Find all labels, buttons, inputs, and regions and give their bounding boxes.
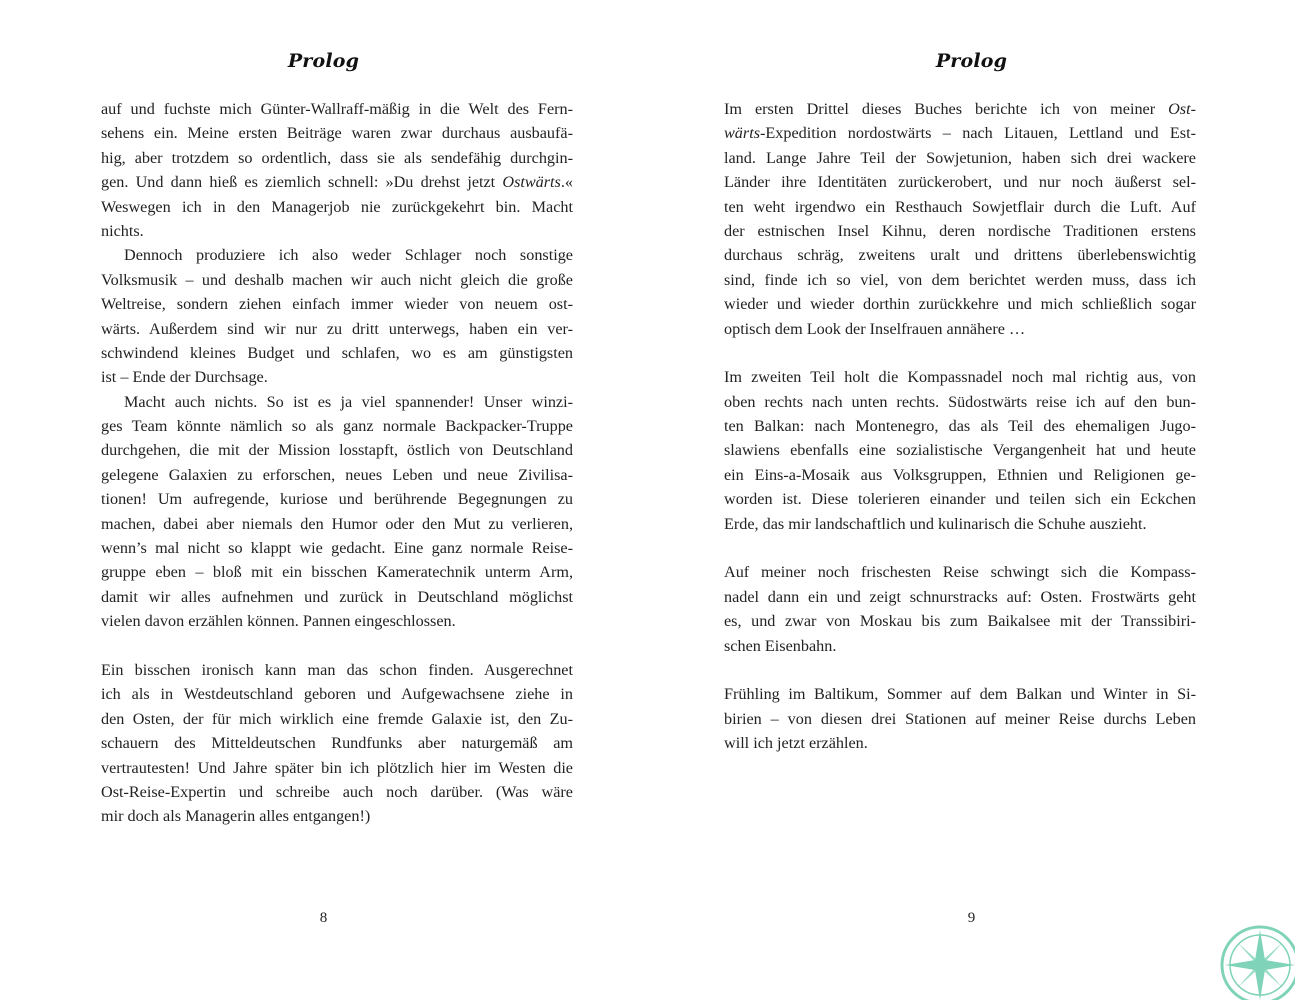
text-segment: -Expedition nordostwärts – nach Litauen, Lettland und Est- — [760, 124, 1196, 143]
text-line: ich als in Westdeutschland geboren und Aufgewachsene ziehe in — [101, 685, 573, 704]
text-line: Dennoch produziere ich also weder Schlager noch sonstige — [124, 246, 573, 265]
text-line: Volksmusik – und deshalb machen wir auch nicht gleich die große — [101, 270, 573, 289]
italic-show-title: Ostwärts — [502, 173, 561, 192]
text-line: machen, dabei aber niemals den Humor oder den Mut zu verlieren, — [101, 514, 573, 533]
text-line: tionen! Um aufregende, kuriose und berührende Begegnungen zu — [101, 490, 573, 509]
text-line: schwindend kleines Budget und schlafen, wo es am günstigsten — [101, 343, 573, 362]
text-line: Erde, das mir landschaftlich und kulinarisch die Schuhe auszieht. — [724, 514, 1147, 533]
text-line: Auf meiner noch frischesten Reise schwingt sich die Kompass- — [724, 563, 1196, 582]
text-line: es, und zwar von Moskau bis zum Baikalsee mit der Transsibiri- — [724, 612, 1196, 631]
text-line: Weltreise, sondern ziehen einfach immer wieder von neuem ost- — [101, 295, 573, 314]
italic-ost: Ost- — [1168, 100, 1196, 118]
text-line: ges Team könnte nämlich so als ganz normale Backpacker-Truppe — [101, 417, 573, 436]
text-line: den Osten, der für mich wirklich eine fremde Galaxie ist, den Zu- — [101, 709, 573, 728]
text-line: wärts. Außerdem sind wir nur zu dritt unterwegs, haben ein ver- — [101, 319, 573, 338]
italic-waerts: wärts — [724, 124, 760, 143]
text-line: durchgehen, die mit der Mission losstapft, östlich von Deutschland — [101, 441, 573, 460]
text-line: Länder ihre Identitäten zurückerobert, und nur noch äußerst sel- — [724, 173, 1196, 192]
paragraph-gap — [101, 634, 573, 658]
text-line: schauern des Mitteldeutschen Rundfunks aber naturgemäß am — [101, 734, 573, 753]
compass-rose-icon — [1215, 920, 1295, 1000]
text-line-with-italic — [101, 170, 573, 194]
text-line-with-italic — [724, 97, 1196, 121]
text-line: nichts. — [101, 221, 144, 240]
text-line: schen Eisenbahn. — [724, 636, 837, 655]
text-line: Ein bisschen ironisch kann man das schon finden. Ausgerechnet — [101, 660, 573, 679]
text-line: vertrautesten! Und Jahre später bin ich plötzlich hier im Westen die — [101, 758, 573, 777]
text-line: gruppe eben – bloß mit ein bisschen Kameratechnik unterm Arm, — [101, 563, 573, 582]
text-line: Ost-Reise-Expertin und schreibe auch noch darüber. (Was wäre — [101, 782, 573, 801]
paragraph-gap — [724, 341, 1196, 365]
text-segment: .« — [560, 173, 573, 192]
text-line: sehens ein. Meine ersten Beiträge waren zwar durchaus ausbaufä- — [101, 124, 573, 143]
text-line: land. Lange Jahre Teil der Sowjetunion, haben sich drei wackere — [724, 148, 1196, 167]
text-line: ten weht irgendwo ein Resthauch Sowjetflair durch die Luft. Auf — [724, 197, 1196, 216]
text-line: oben rechts nach unten rechts. Südostwärts reise ich auf den bun- — [724, 392, 1196, 411]
text-line: der estnischen Insel Kihnu, deren nordische Traditionen erstens — [724, 221, 1196, 240]
text-segment: gen. Und dann hieß es ziemlich schnell: »Du drehst jetzt — [101, 173, 503, 192]
paragraph-gap — [724, 536, 1196, 560]
running-head-right: Prolog — [935, 50, 1008, 72]
text-segment: Im ersten Drittel dieses Buches berichte ich von meiner — [724, 100, 1169, 118]
right-page — [648, 0, 1295, 1000]
text-line: Im zweiten Teil holt die Kompassnadel noch mal richtig aus, von — [724, 368, 1196, 387]
running-head-left: Prolog — [287, 50, 360, 72]
text-line: vielen davon erzählen können. Pannen eingeschlossen. — [101, 612, 456, 631]
text-line: wenn’s mal nicht so klappt wie gedacht. Eine ganz normale Reise- — [101, 539, 573, 558]
right-page-text — [724, 97, 1196, 756]
page-number-left: 8 — [319, 910, 328, 926]
text-line: optisch dem Look der Inselfrauen annähere … — [724, 319, 1026, 338]
page-number-right: 9 — [967, 910, 976, 926]
text-line: Weswegen ich in den Managerjob nie zurückgekehrt bin. Macht — [101, 197, 573, 216]
text-line: wieder und wieder dorthin zurückkehre und mich schließlich sogar — [724, 295, 1196, 314]
text-line: Frühling im Baltikum, Sommer auf dem Balkan und Winter in Si- — [724, 685, 1196, 704]
text-line: damit wir alles aufnehmen und zurück in Deutschland möglichst — [101, 587, 573, 606]
text-line: slawiens ebenfalls eine sozialistische Vergangenheit hat und heute — [724, 441, 1196, 460]
text-line: hig, aber trotzdem so ordentlich, dass sie als sendefähig durchgin- — [101, 148, 573, 167]
text-line: will ich jetzt erzählen. — [724, 734, 868, 753]
left-page — [0, 0, 647, 1000]
left-page-text — [101, 97, 573, 829]
text-line: ten Balkan: nach Montenegro, das als Teil des ehemaligen Jugo- — [724, 417, 1196, 436]
paragraph-gap — [724, 658, 1196, 682]
text-line: gelegene Galaxien zu erforschen, neues Leben und neue Zivilisa- — [101, 465, 573, 484]
text-line: mir doch als Managerin alles entgangen!) — [101, 807, 371, 826]
text-line: durchaus schräg, zweitens uralt und drittens überlebenswichtig — [724, 246, 1196, 265]
text-line-with-italic — [724, 121, 1196, 145]
text-line: sind, finde ich so viel, von dem berichtet werden muss, dass ich — [724, 270, 1196, 289]
text-line: Macht auch nichts. So ist es ja viel spannender! Unser winzi- — [124, 392, 573, 411]
text-line: birien – von diesen drei Stationen auf meiner Reise durchs Leben — [724, 709, 1196, 728]
text-line: auf und fuchste mich Günter-Wallraff-mäßig in die Welt des Fern- — [101, 100, 573, 118]
text-line: worden ist. Diese tolerieren einander und teilen sich ein Eckchen — [724, 490, 1196, 509]
text-line: nadel dann ein und zeigt schnurstracks auf: Osten. Frostwärts geht — [724, 587, 1196, 606]
text-line: ist – Ende der Durchsage. — [101, 368, 268, 387]
text-line: ein Eins-a-Mosaik aus Volksgruppen, Ethnien und Religionen ge- — [724, 465, 1196, 484]
